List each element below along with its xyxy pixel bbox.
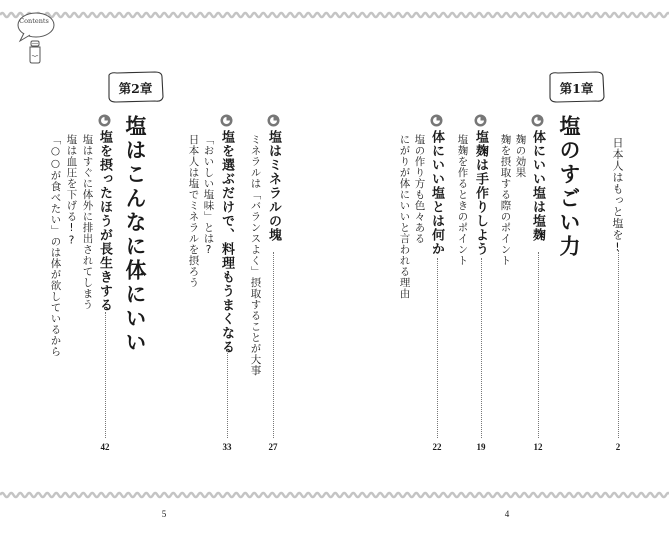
ch2-section3-page: 42: [100, 442, 110, 452]
ch1-section2-sub1: 塩麹を作るときのポイント: [456, 134, 469, 266]
chapter1-title[interactable]: 塩のすごい力: [557, 115, 581, 259]
left-page-number: 5: [161, 509, 167, 519]
ch2-section2-page: 33: [222, 442, 232, 452]
ch1-section3-sub2: にがりが体にいいと言われる理由: [398, 134, 411, 299]
contents-label: Contents: [19, 17, 49, 25]
ch2-section3-heading[interactable]: 塩を摂ったほうが長生きする: [97, 130, 112, 312]
salt-bullet-icon: [474, 114, 487, 127]
leader-dots: [538, 252, 539, 438]
intro-page-number: 2: [615, 442, 621, 452]
chapter2-label: 第2章: [118, 81, 153, 96]
chapter2-title[interactable]: 塩はこんなに体にいい: [123, 115, 147, 355]
salt-bullet-icon: [267, 114, 280, 127]
ch2-section2-sub2: 日本人は塩でミネラルを摂ろう: [187, 134, 200, 288]
leader-dots: [105, 312, 106, 438]
chapter1-label: 第1章: [559, 81, 594, 96]
ch1-section2-page: 19: [476, 442, 486, 452]
ch1-section2-heading[interactable]: 塩麹は手作りしよう: [473, 130, 488, 256]
ch1-section1-page: 12: [533, 442, 543, 452]
right-page-number: 4: [504, 509, 510, 519]
ch2-section3-sub3: 「○○が食べたい」のは体が欲しているから: [49, 134, 62, 357]
leader-dots: [481, 258, 482, 438]
leader-dots: [437, 258, 438, 438]
ch1-section1-sub1: 麹の効果: [514, 134, 527, 178]
ch1-section3-sub1: 塩の作り方も色々ある: [413, 134, 426, 244]
ch2-section3-sub2: 塩は血圧を下げる!?: [65, 134, 78, 247]
bottom-wave-border: [0, 490, 669, 500]
salt-bullet-icon: [98, 114, 111, 127]
ch2-section1-heading[interactable]: 塩はミネラルの塊: [266, 130, 281, 242]
leader-dots: [273, 252, 274, 438]
salt-shaker-icon: [26, 40, 44, 64]
ch1-section1-heading[interactable]: 体にいい塩は塩麹: [530, 130, 545, 242]
leader-dots: [618, 250, 619, 438]
salt-bullet-icon: [220, 114, 233, 127]
ch2-section1-sub1: ミネラルは「バランスよく」摂取することが大事: [249, 134, 262, 376]
ch1-section3-heading[interactable]: 体にいい塩とは何か: [429, 130, 444, 256]
ch2-section3-sub1: 塩はすぐに体外に排出されてしまう: [81, 134, 94, 310]
ch2-section1-page: 27: [268, 442, 278, 452]
ch2-section2-heading[interactable]: 塩を選ぶだけで、料理もうまくなる: [219, 130, 234, 354]
ch1-section3-page: 22: [432, 442, 442, 452]
salt-bullet-icon: [430, 114, 443, 127]
ch2-section2-sub1: 「おいしい塩味」とは?: [202, 134, 215, 257]
intro-title[interactable]: 日本人はもっと塩を!: [611, 137, 624, 254]
top-wave-border: [0, 10, 669, 20]
leader-dots: [227, 350, 228, 438]
ch1-section1-sub2: 麹を摂取する際のポイント: [499, 134, 512, 266]
salt-bullet-icon: [531, 114, 544, 127]
